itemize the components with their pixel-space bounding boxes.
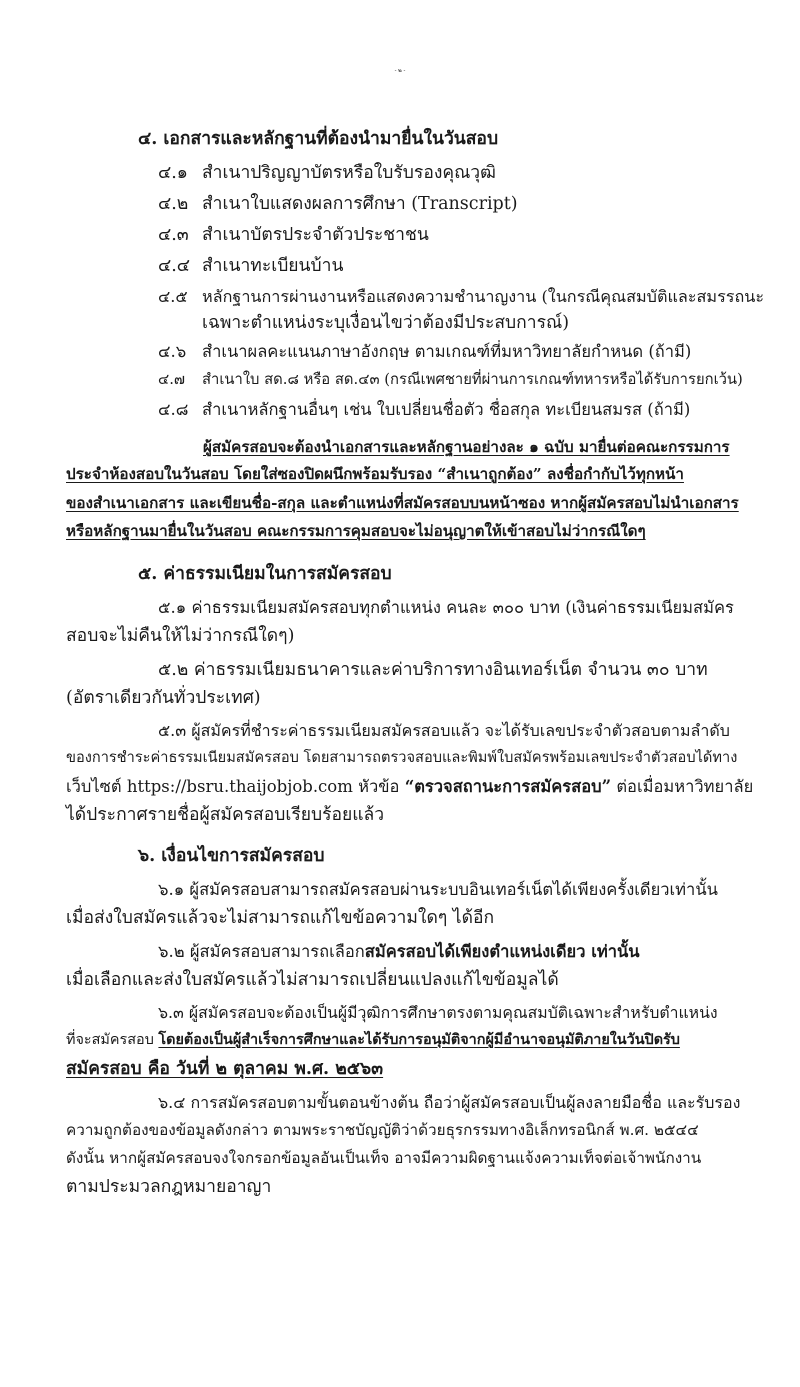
paragraph-line: สอบจะไม่คืนให้ไม่ว่ากรณีใดๆ) (66, 626, 295, 646)
section-6-heading: ๖. เงื่อนไขการสมัครสอบ (138, 846, 325, 866)
paragraph-line: เมื่อส่งใบสมัครแล้วจะไม่สามารถแก้ไขข้อความใดๆ ได้อีก (66, 908, 495, 928)
notice-line: หรือหลักฐานมายื่นในวันสอบ คณะกรรมการคุมสอบจะไม่อนุญาตให้เข้าสอบไม่ว่ากรณีใดๆ (66, 522, 646, 540)
closing-date: สมัครสอบ คือ วันที่ ๒ ตุลาคม พ.ศ. ๒๕๖๓ (66, 1059, 384, 1079)
page-number: - ๒ - (394, 68, 406, 74)
paragraph-line: ๕.๑ ค่าธรรมเนียมสมัครสอบทุกตำแหน่ง คนละ ๓๐๐ บาท (เงินค่าธรรมเนียมสมัคร (158, 598, 734, 617)
paragraph-line: ๖.๑ ผู้สมัครสอบสามารถสมัครสอบผ่านระบบอินเทอร์เน็ตได้เพียงครั้งเดียวเท่านั้น (158, 880, 718, 899)
paragraph-line: ๖.๒ ผู้สมัครสอบสามารถเลือกสมัครสอบได้เพียงตำแหน่งเดียว เท่านั้น (158, 942, 640, 961)
section-5-heading: ๕. ค่าธรรมเนียมในการสมัครสอบ (138, 564, 392, 584)
paragraph-line: ๕.๒ ค่าธรรมเนียมธนาคารและค่าบริการทางอินเทอร์เน็ต จำนวน ๓๐ บาท (158, 660, 708, 680)
paragraph-line: ๖.๓ ผู้สมัครสอบจะต้องเป็นผู้มีวุฒิการศึกษาตรงตามคุณสมบัติเฉพาะสำหรับตำแหน่ง (158, 1003, 718, 1022)
paragraph-line: ของการชำระค่าธรรมเนียมสมัครสอบ โดยสามารถตรวจสอบและพิมพ์ใบสมัครพร้อมเลขประจำตัวสอบได้ทาง (66, 749, 738, 766)
section-4-heading: ๔. เอกสารและหลักฐานที่ต้องนำมายื่นในวันสอบ (138, 129, 499, 149)
paragraph-line: ได้ประกาศรายชื่อผู้สมัครสอบเรียบร้อยแล้ว (66, 805, 385, 825)
list-item: ๔.๕ หลักฐานการผ่านงานหรือแสดงความชำนาญงาน (ในกรณีคุณสมบัติและสมรรถนะ (158, 287, 765, 306)
list-item: ๔.๗ สำเนาใบ สด.๘ หรือ สด.๔๓ (กรณีเพศชายที่ผ่านการเกณฑ์ทหารหรือได้รับการยกเว้น) (158, 371, 743, 388)
paragraph-line: ที่จะสมัครสอบ โดยต้องเป็นผู้สำเร็จการศึกษาและได้รับการอนุมัติจากผู้มีอำนาจอนุมัติภายในวันปิดรับ (66, 1031, 680, 1048)
list-item: ๔.๒ สำเนาใบแสดงผลการศึกษา (Transcript) (158, 194, 518, 214)
paragraph-line: ๖.๔ การสมัครสอบตามขั้นตอนข้างต้น ถือว่าผู้สมัครสอบเป็นผู้ลงลายมือชื่อ และรับรอง (158, 1093, 741, 1112)
list-item: ๔.๘ สำเนาหลักฐานอื่นๆ เช่น ใบเปลี่ยนชื่อตัว ชื่อสกุล ทะเบียนสมรส (ถ้ามี) (158, 400, 691, 419)
list-item: ๔.๔ สำเนาทะเบียนบ้าน (158, 256, 344, 276)
paragraph-line: เมื่อเลือกและส่งใบสมัครแล้วไม่สามารถเปลี่ยนแปลงแก้ไขข้อมูลได้ (66, 970, 559, 990)
paragraph-line: ตามประมวลกฎหมายอาญา (66, 1177, 272, 1197)
notice-line: ประจำห้องสอบในวันสอบ โดยใส่ซองปิดผนึกพร้อมรับรอง “สำเนาถูกต้อง” ลงชื่อกำกับไว้ทุกหน้า (66, 465, 684, 483)
list-item-continuation: เฉพาะตำแหน่งระบุเงื่อนไขว่าต้องมีประสบการณ์) (202, 313, 570, 333)
list-item: ๔.๑ สำเนาปริญญาบัตรหรือใบรับรองคุณวุฒิ (158, 163, 496, 183)
paragraph-line: (อัตราเดียวกันทั่วประเทศ) (66, 688, 261, 708)
paragraph-line: เว็บไซต์ https://bsru.thaijobjob.com หัวข้อ “ตรวจสถานะการสมัครสอบ” ต่อเมื่อมหาวิทยาลัย (66, 777, 754, 796)
paragraph-line: ๕.๓ ผู้สมัครที่ชำระค่าธรรมเนียมสมัครสอบแล้ว จะได้รับเลขประจำตัวสอบตามลำดับ (158, 721, 730, 740)
paragraph-line: ดังนั้น หากผู้สมัครสอบจงใจกรอกข้อมูลอันเป็นเท็จ อาจมีความผิดฐานแจ้งความเท็จต่อเจ้าพนักงาน (66, 1149, 702, 1167)
notice-line: ของสำเนาเอกสาร และเขียนชื่อ-สกุล และตำแหน่งที่สมัครสอบบนหน้าซอง หากผู้สมัครสอบไม่นำเอกสาร (66, 494, 739, 512)
notice-line: ผู้สมัครสอบจะต้องนำเอกสารและหลักฐานอย่างละ ๑ ฉบับ มายื่นต่อคณะกรรมการ (203, 438, 730, 456)
list-item: ๔.๓ สำเนาบัตรประจำตัวประชาชน (158, 225, 429, 245)
paragraph-line: ความถูกต้องของข้อมูลดังกล่าว ตามพระราชบัญญัติว่าด้วยธุรกรรมทางอิเล็กทรอนิกส์ พ.ศ. ๒๕๔๔ (66, 1121, 699, 1139)
status-check-topic: “ตรวจสถานะการสมัครสอบ” (404, 777, 612, 796)
list-item: ๔.๖ สำเนาผลคะแนนภาษาอังกฤษ ตามเกณฑ์ที่มหาวิทยาลัยกำหนด (ถ้ามี) (158, 342, 692, 361)
